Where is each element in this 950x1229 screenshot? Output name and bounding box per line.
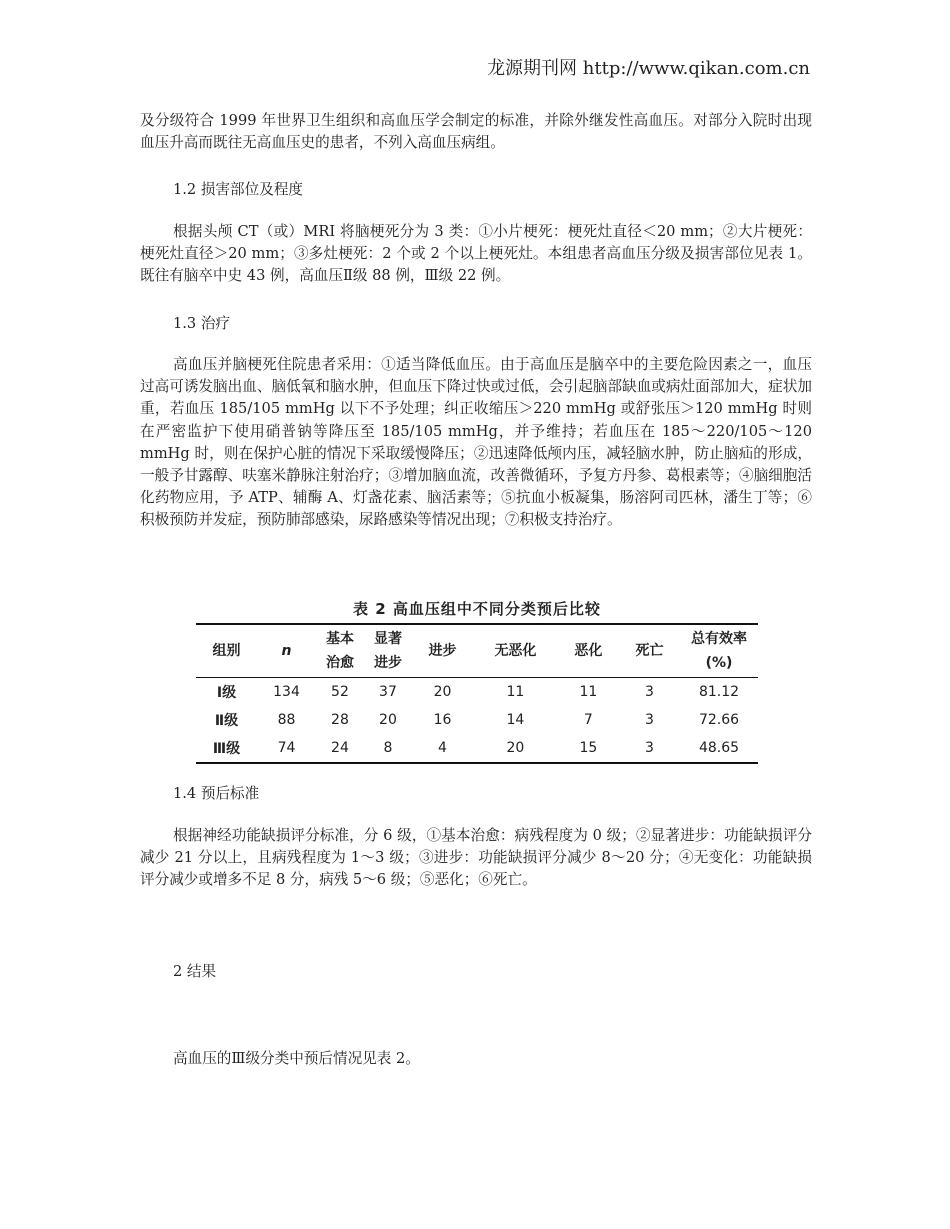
- page-header: [487, 54, 810, 80]
- table-cell: 11: [506, 684, 525, 700]
- table-cell: 72.66: [698, 712, 740, 728]
- col-header: 恶化: [574, 643, 603, 659]
- paragraph-5: 高血压的Ⅲ级分类中预后情况见表 2。: [173, 1050, 420, 1067]
- table-cell: 24: [331, 740, 349, 756]
- table-cell: 3: [644, 712, 654, 728]
- table-cell: 48.65: [698, 740, 740, 756]
- col-header: 进步: [428, 643, 457, 659]
- table-cell: 28: [331, 712, 349, 728]
- table-caption: 表 2 高血压组中不同分类预后比较: [353, 600, 601, 618]
- table-cell: 81.12: [698, 684, 740, 700]
- section-heading-1-4: 1.4 预后标准: [173, 785, 260, 802]
- section-heading-1-2: 1.2 损害部位及程度: [173, 181, 304, 198]
- table-row: [196, 734, 758, 763]
- section-heading-1-3: 1.3 治疗: [173, 315, 231, 332]
- table-cell: Ⅰ级: [216, 685, 237, 701]
- table-cell: 74: [277, 740, 296, 756]
- table-cell: 134: [273, 684, 300, 700]
- section-heading-2: 2 结果: [173, 963, 217, 980]
- table-cell: 20: [433, 684, 452, 700]
- col-header: n: [281, 643, 292, 659]
- table-cell: 3: [644, 684, 654, 700]
- table-row: [196, 678, 758, 707]
- table-cell: 88: [277, 712, 296, 728]
- table-cell: 3: [644, 740, 654, 756]
- site-url[interactable]: http://www.qikan.com.cn: [582, 58, 810, 79]
- paragraph-3: 高血压并脑梗死住院患者采用：①适当降低血压。由于高血压是脑卒中的主要危险因素之一，血压过高可诱发脑出血、脑低氧和脑水肿，但血压下降过快或过低，会引起脑部缺血或病灶面部加大，症状加重，若血压 185/105 mmHg 以下不予处理；纠正收缩压＞220 mmHg 或舒张压＞120 mmHg 时则在严密监护下使用硝普钠等降压至 185/105 mmHg，并予维持；若血压在 185～220/105～120 mmHg 时，则在保护心脏的情况下采取缓慢降压；②迅速降低颅内压，减轻脑水肿，防止脑疝的形成，一般予甘露醇、呋塞米静脉注射治疗；③增加脑血流，改善微循环，予复方丹参、葛根素等；④脑细胞活化药物应用，予 ATP、辅酶 A、灯盏花素、脑活素等；⑤抗血小板凝集，肠溶阿司匹林，潘生丁等；⑥积极预防并发症，预防肺部感染，尿路感染等情况出现；⑦积极支持治疗。: [140, 356, 812, 529]
- table-cell: 11: [579, 684, 598, 700]
- col-header: 无恶化: [494, 643, 537, 659]
- table-2: [196, 598, 758, 764]
- col-header: 死亡: [635, 643, 664, 659]
- table-cell: 4: [438, 740, 447, 756]
- table-cell: 7: [583, 712, 593, 728]
- table-cell: Ⅲ级: [212, 741, 241, 757]
- table-cell: 20: [379, 712, 397, 728]
- table-cell: Ⅱ级: [214, 713, 239, 729]
- table-cell: 14: [506, 712, 525, 728]
- paragraph-2: 根据头颅 CT（或）MRI 将脑梗死分为 3 类：①小片梗死：梗死灶直径＜20 mm；②大片梗死：梗死灶直径＞20 mm；③多灶梗死：2 个或 2 个以上梗死灶。本组患者高血压分级及损害部位见表 1。既往有脑卒中史 43 例，高血压Ⅱ级 88 例，Ⅲ级 22 例。: [140, 223, 812, 285]
- table-cell: 20: [506, 740, 525, 756]
- outcome-table: [196, 623, 758, 764]
- col-header: 组别: [212, 643, 241, 659]
- table-cell: 15: [579, 740, 598, 756]
- col-header: 基本治愈: [325, 631, 354, 671]
- table-header-row: [196, 624, 758, 678]
- col-header: 显著进步: [373, 631, 402, 671]
- table-cell: 16: [433, 712, 452, 728]
- table-cell: 37: [379, 684, 397, 700]
- site-name: 龙源期刊网: [487, 58, 578, 79]
- paragraph-4: 根据神经功能缺损评分标准，分 6 级，①基本治愈：病残程度为 0 级；②显著进步：功能缺损评分减少 21 分以上，且病残程度为 1～3 级；③进步：功能缺损评分减少 8～20 分；④无变化：功能缺损评分减少或增多不足 8 分，病残 5～6 级；⑤恶化；⑥死亡。: [140, 827, 812, 889]
- col-header: 总有效率(%): [691, 631, 747, 671]
- table-row: [196, 706, 758, 734]
- table-cell: 52: [331, 684, 349, 700]
- paragraph-1: 及分级符合 1999 年世界卫生组织和高血压学会制定的标准，并除外继发性高血压。对部分入院时出现血压升高而既往无高血压史的患者，不列入高血压病组。: [140, 112, 812, 152]
- table-cell: 8: [383, 740, 393, 756]
